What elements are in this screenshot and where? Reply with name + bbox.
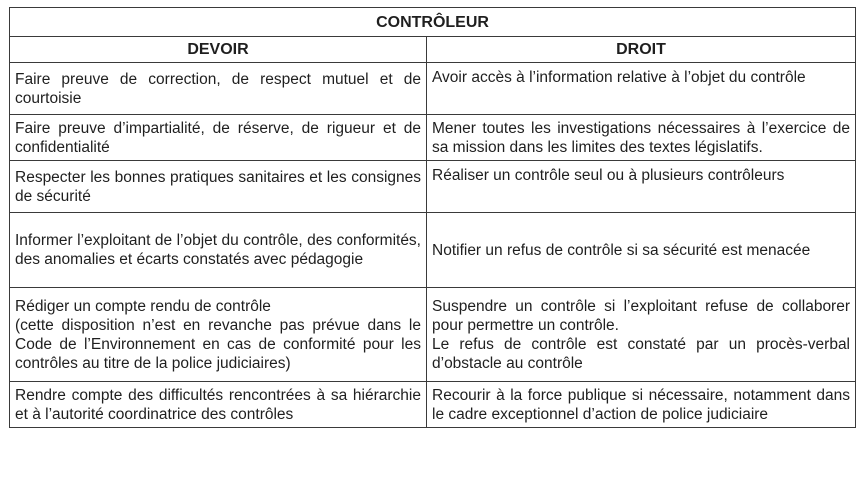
column-header-droit: DROIT — [427, 37, 856, 63]
table-row — [10, 161, 856, 213]
table-row — [10, 115, 856, 161]
droit-cell — [427, 288, 856, 382]
devoir-cell: Informer l’exploitant de l’objet du contrôle, des conformités, des anomalies et écarts constatés avec pédagogie — [10, 213, 427, 288]
table-row — [10, 382, 856, 428]
droit-cell: Avoir accès à l’information relative à l’objet du contrôle — [427, 63, 856, 115]
devoir-cell: Respecter les bonnes pratiques sanitaires et les consignes de sécurité — [10, 161, 427, 213]
droit-line: Le refus de contrôle est constaté par un procès-verbal d’obstacle au contrôle — [432, 335, 851, 372]
devoir-cell: Rendre compte des difficultés rencontrées à sa hiérarchie et à l’autorité coordinatrice des contrôles — [10, 382, 427, 428]
table-row — [10, 288, 856, 382]
column-header-devoir: DEVOIR — [10, 37, 427, 63]
devoir-line: Rédiger un compte rendu de contrôle — [15, 297, 271, 315]
droit-line: Suspendre un contrôle si l’exploitant refuse de collaborer pour permettre un contrôle. — [432, 297, 851, 334]
devoir-cell: Faire preuve de correction, de respect mutuel et de courtoisie — [10, 63, 427, 115]
droit-cell: Recourir à la force publique si nécessaire, notamment dans le cadre exceptionnel d’action de police judiciaire — [427, 382, 856, 428]
droit-cell: Notifier un refus de contrôle si sa sécurité est menacée — [427, 213, 856, 288]
devoir-cell: Faire preuve d’impartialité, de réserve, de rigueur et de confidentialité — [10, 115, 427, 161]
devoir-line: (cette disposition n’est en revanche pas prévue dans le Code de l’Environnement en cas de conformité pour les contrôles au titre de la police judiciaires) — [15, 316, 421, 372]
controleur-table — [9, 7, 856, 428]
devoir-cell — [10, 288, 427, 382]
table-row — [10, 213, 856, 288]
table-row — [10, 63, 856, 115]
droit-cell: Réaliser un contrôle seul ou à plusieurs contrôleurs — [427, 161, 856, 213]
table-title: CONTRÔLEUR — [10, 8, 856, 37]
droit-cell: Mener toutes les investigations nécessaires à l’exercice de sa mission dans les limites des textes législatifs. — [427, 115, 856, 161]
